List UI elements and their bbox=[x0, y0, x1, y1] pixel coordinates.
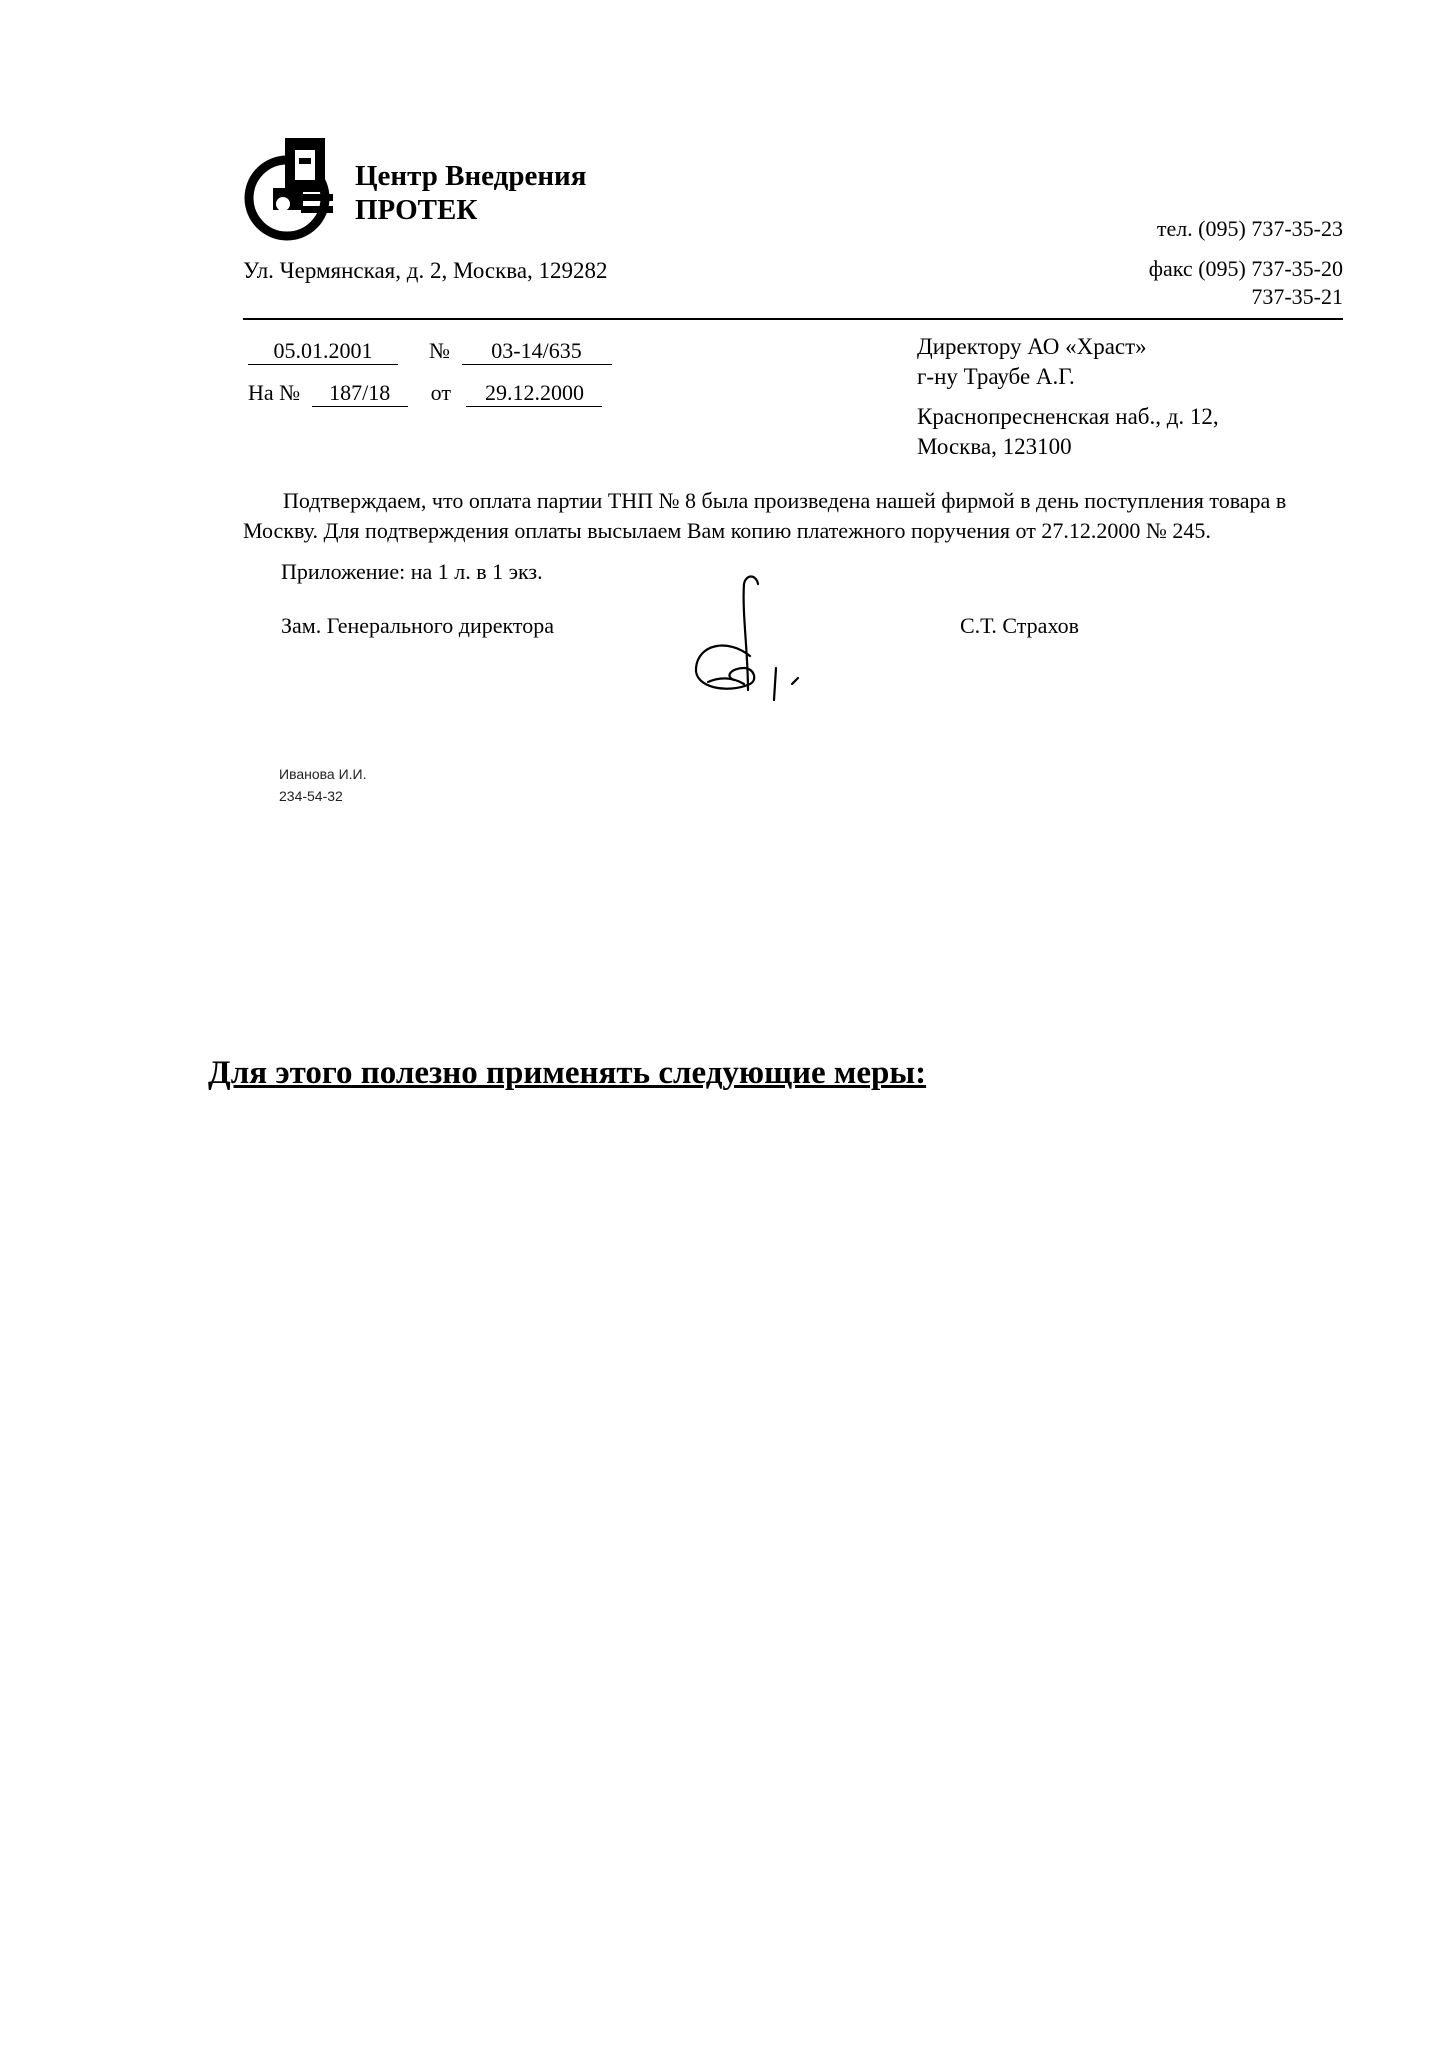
company-name-line2: ПРОТЕК bbox=[355, 194, 478, 226]
reference-date: 29.12.2000 bbox=[466, 380, 602, 407]
reference-number: 187/18 bbox=[312, 380, 408, 407]
executor-name: Иванова И.И. bbox=[279, 766, 367, 782]
signer-position: Зам. Генерального директора bbox=[281, 613, 554, 638]
recipient-name: г-ну Траубе А.Г. bbox=[917, 364, 1075, 389]
executor-info bbox=[279, 763, 367, 807]
company-name bbox=[355, 159, 586, 227]
outgoing-registration bbox=[248, 338, 612, 365]
recipient-position: Директору АО «Храст» bbox=[917, 334, 1147, 359]
letter-body bbox=[243, 486, 1363, 546]
handwritten-signature-icon bbox=[688, 572, 808, 704]
company-name-line1: Центр Внедрения bbox=[355, 160, 587, 192]
reference-date-label: от bbox=[430, 380, 451, 405]
recipient-street: Краснопресненская наб., д. 12, bbox=[917, 404, 1219, 429]
outgoing-date: 05.01.2001 bbox=[248, 338, 398, 365]
outgoing-number: 03-14/635 bbox=[462, 338, 612, 365]
letter-body-text: Подтверждаем, что оплата партии ТНП № 8 была произведена нашей фирмой в день поступления товара в Москву. Для подтверждения оплаты высылаем Вам копию платежного поручения от 27.12.2000 № 245. bbox=[243, 488, 1287, 543]
company-logo-icon bbox=[243, 138, 335, 244]
company-fax: факс (095) 737-35-20 bbox=[1148, 256, 1343, 281]
company-phone: тел. (095) 737-35-23 bbox=[1156, 216, 1343, 241]
header-divider bbox=[243, 318, 1343, 320]
executor-phone: 234-54-32 bbox=[279, 788, 343, 804]
recipient-address bbox=[917, 402, 1219, 462]
reference-label: На № bbox=[248, 380, 301, 405]
outgoing-number-label: № bbox=[429, 338, 450, 363]
company-fax-secondary: 737-35-21 bbox=[1251, 284, 1343, 309]
recipient-block bbox=[917, 332, 1147, 392]
measures-heading: Для этого полезно применять следующие меры: bbox=[208, 1055, 927, 1091]
signer-name: С.Т. Страхов bbox=[960, 613, 1079, 638]
attachment-note: Приложение: на 1 л. в 1 экз. bbox=[281, 559, 543, 584]
company-address: Ул. Чермянская, д. 2, Москва, 129282 bbox=[243, 258, 608, 283]
recipient-city: Москва, 123100 bbox=[917, 434, 1072, 459]
incoming-reference bbox=[248, 380, 602, 407]
